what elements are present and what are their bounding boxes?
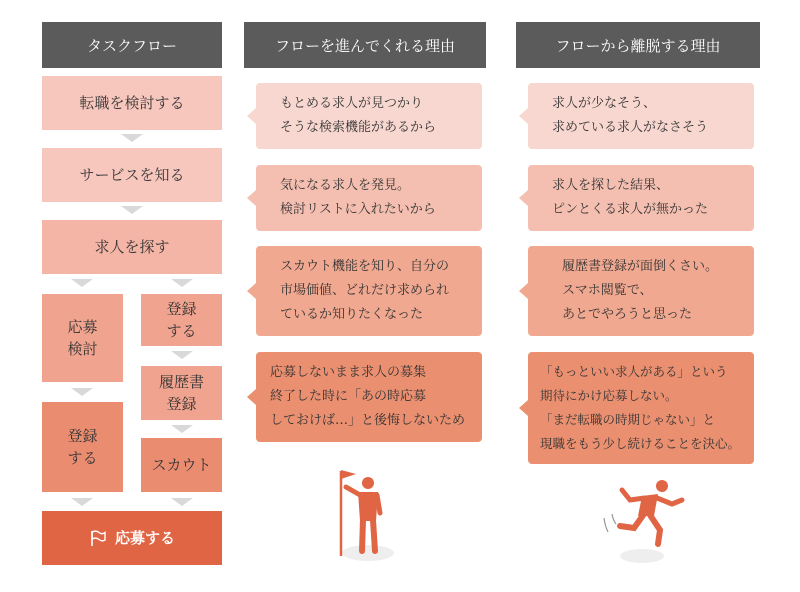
- exit-reason-bubble: [528, 83, 754, 149]
- flow-step-register-left: 登録 する: [42, 402, 123, 492]
- advance-reason-text: スカウト機能を知り、自分の 市場価値、どれだけ求められ ているか知りたくなった: [280, 259, 450, 322]
- exit-reason-text: 「もっといい求人がある」という 期待にかけ応募しない。 「まだ転職の時期じゃない」と 現職をもう少し続けることを決心。: [540, 364, 741, 451]
- advance-reason-text: もとめる求人が見つかり そうな検索機能があるから: [280, 96, 437, 135]
- flow-arrow: [121, 206, 143, 214]
- flow-arrow: [71, 498, 93, 506]
- flow-step-apply: [42, 511, 222, 565]
- flow-step-consider-apply: 応募 検討: [42, 294, 123, 382]
- flow-step-apply-label: 応募する: [114, 529, 175, 547]
- flow-step-consider-job-change: 転職を検討する: [42, 76, 222, 130]
- advance-reason-bubble: [256, 165, 482, 231]
- exit-reason-text: 求人が少なそう、 求めている求人がなさそう: [552, 96, 709, 135]
- person-leaping-icon: [590, 476, 690, 568]
- exit-reason-bubble: [528, 246, 754, 336]
- flow-arrow: [171, 351, 193, 359]
- exit-reason-bubble: [528, 352, 754, 464]
- advance-reason-bubble: [256, 83, 482, 149]
- flow-arrow: [71, 279, 93, 287]
- flow-arrow: [171, 498, 193, 506]
- advance-reason-bubble: [256, 246, 482, 336]
- advance-reason-text: 気になる求人を発見。 検討リストに入れたいから: [280, 178, 436, 217]
- flow-step-register-resume: 履歴書 登録: [141, 366, 222, 420]
- flow-step-scout: スカウト: [141, 438, 222, 492]
- advance-reason-bubble: [256, 352, 482, 442]
- exit-reason-text: 履歴書登録が面倒くさい。 スマホ閲覧で、 あとでやろうと思った: [562, 259, 719, 322]
- flow-arrow: [121, 134, 143, 142]
- exit-reason-text: 求人を探した結果、 ピンとくる求人が無かった: [552, 178, 709, 217]
- flow-arrow: [171, 425, 193, 433]
- advance-reason-text: 応募しないまま求人の募集 終了した時に「あの時応募 しておけば…」と後悔しないため: [270, 365, 466, 428]
- flow-arrow: [71, 388, 93, 396]
- person-with-flag-icon: [320, 465, 410, 565]
- exit-column-header: フローから離脱する理由: [516, 22, 760, 68]
- exit-reason-bubble: [528, 165, 754, 231]
- flag-icon: [89, 529, 107, 547]
- flow-step-know-service: サービスを知る: [42, 148, 222, 202]
- flow-step-search-jobs: 求人を探す: [42, 220, 222, 274]
- advance-column-header: フローを進んでくれる理由: [244, 22, 486, 68]
- flow-column-header: タスクフロー: [42, 22, 222, 68]
- flow-arrow: [171, 279, 193, 287]
- flow-step-register-right: 登録 する: [141, 294, 222, 346]
